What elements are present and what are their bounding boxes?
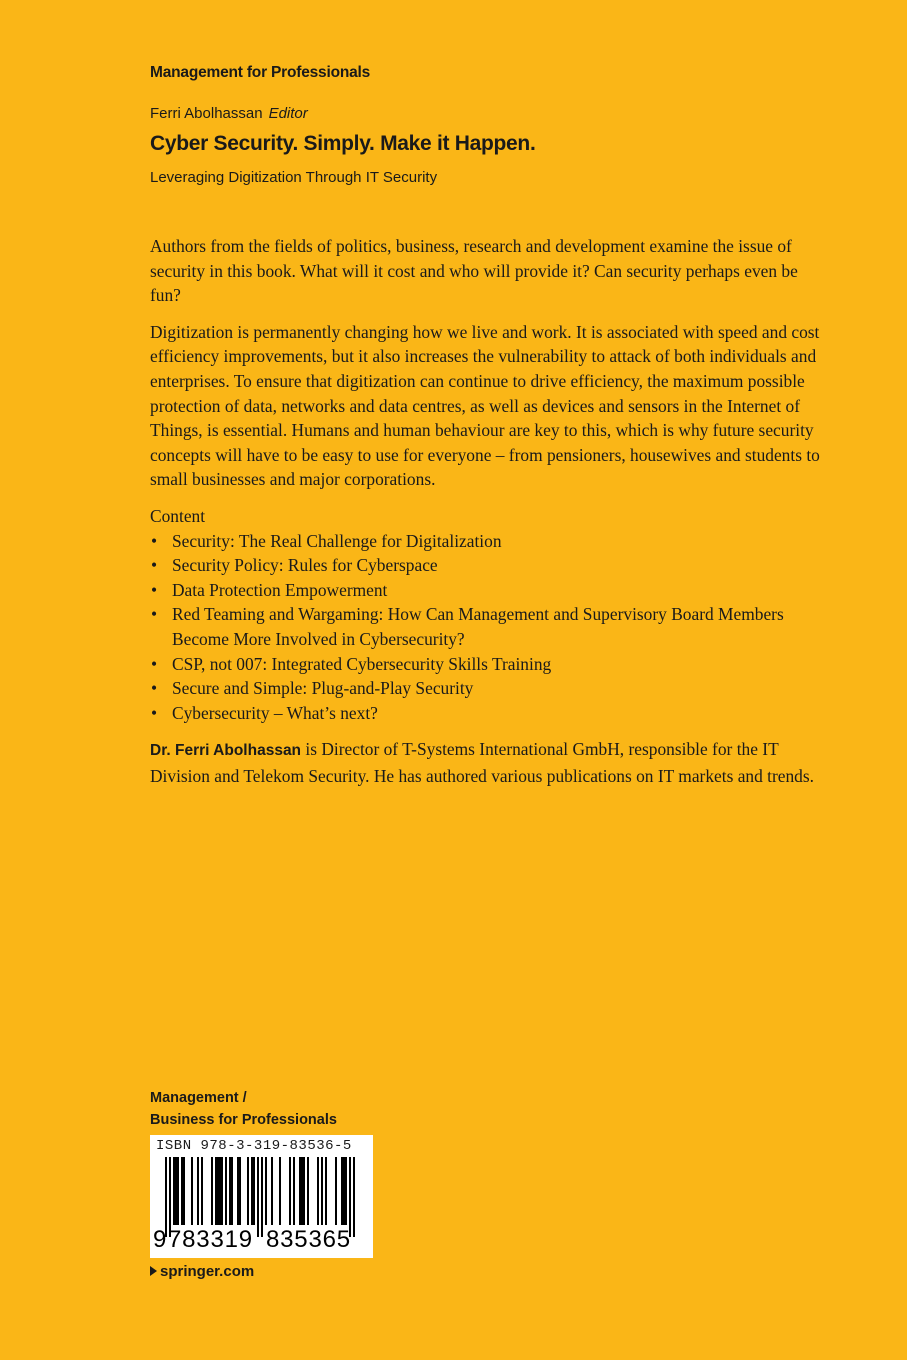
barcode-bar — [201, 1157, 203, 1225]
barcode-bar — [231, 1157, 233, 1225]
ean-digit-lead: 9 — [153, 1226, 168, 1253]
book-subtitle: Leveraging Digitization Through IT Security — [150, 169, 438, 186]
barcode-bar — [225, 1157, 227, 1225]
blurb-paragraph: Authors from the fields of politics, business, research and development examine the issue of security in this book. What will it cost and who will provide it? Can security perhaps even be fun? — [150, 236, 798, 306]
barcode-bar — [317, 1157, 319, 1225]
ean-digits-left: 783319 — [168, 1226, 253, 1253]
barcode-bar — [303, 1157, 305, 1225]
author-bio-name: Dr. Ferri Abolhassan — [150, 742, 302, 760]
barcode-bar — [247, 1157, 249, 1225]
blurb-paragraph: Digitization is permanently changing how we live and work. It is associated with speed and cost efficiency improvements, but it also increases the vulnerability to attack of both individuals and enterprises. To ensure that digitization can continue to drive efficiency, the maximum possible protection of data, networks and data centres, as well as devices and sensors in the Internet of Things, is essential. Humans and human behaviour are key to this, which is why future security concepts will have to be easy to use for everyone – from pensioners, housewives and students to small businesses and major corporations. — [150, 321, 820, 490]
content-heading: Content — [150, 505, 206, 526]
editor-line — [150, 105, 308, 122]
barcode-bar — [341, 1157, 343, 1225]
category-line: Business for Professionals — [150, 1112, 337, 1128]
barcode-bar — [293, 1157, 295, 1225]
author-bio — [150, 737, 820, 788]
barcode-bar — [265, 1157, 267, 1225]
barcode-bar — [257, 1157, 259, 1237]
barcode-bar — [345, 1157, 347, 1225]
barcode-bar — [261, 1157, 263, 1237]
content-item: • Security: The Real Challenge for Digitalization — [150, 529, 820, 554]
barcode-bar — [217, 1157, 219, 1225]
barcode-bar — [165, 1157, 167, 1237]
content-item: • Secure and Simple: Plug-and-Play Security — [150, 676, 820, 701]
barcode-bar — [271, 1157, 273, 1225]
author-bio-text: is Director of T-Systems International GmbH, responsible for the IT Division and Telekom Security. He has authored various publications on IT markets and trends. — [150, 739, 814, 786]
subject-category — [150, 1087, 337, 1131]
content-item: • Cybersecurity – What’s next? — [150, 701, 820, 726]
barcode-bar — [325, 1157, 327, 1225]
editor-role: Editor — [268, 105, 308, 122]
barcode-bar — [237, 1157, 239, 1225]
content-item: • Red Teaming and Wargaming: How Can Management and Supervisory Board Members Become More Involved in Cybersecurity? — [150, 602, 820, 651]
barcode-bar — [197, 1157, 199, 1225]
book-title: Cyber Security. Simply. Make it Happen. — [150, 132, 536, 155]
barcode-bar — [169, 1157, 171, 1237]
barcode-bar — [289, 1157, 291, 1225]
barcode-bar — [175, 1157, 177, 1225]
barcode-bar — [211, 1157, 213, 1225]
editor-name: Ferri Abolhassan — [150, 105, 263, 122]
ean-digits-right: 835365 — [266, 1226, 351, 1253]
category-line: Management / — [150, 1090, 247, 1106]
barcode-bar — [191, 1157, 193, 1225]
isbn-label: ISBN 978-3-319-83536-5 — [156, 1138, 352, 1154]
barcode-bar — [173, 1157, 175, 1225]
barcode-bar — [307, 1157, 309, 1225]
barcode-bar — [181, 1157, 183, 1225]
blurb — [150, 234, 820, 800]
arrow-right-icon — [150, 1266, 157, 1276]
series-name: Management for Professionals — [150, 64, 371, 81]
content-item: • CSP, not 007: Integrated Cybersecurity Skills Training — [150, 652, 820, 677]
website-label: springer.com — [160, 1263, 255, 1280]
publisher-website[interactable] — [150, 1263, 254, 1280]
barcode-bar — [335, 1157, 337, 1225]
content-item: • Security Policy: Rules for Cyberspace — [150, 553, 820, 578]
barcode-bar — [215, 1157, 217, 1225]
barcode-bar — [251, 1157, 253, 1225]
barcode-bar — [229, 1157, 231, 1225]
barcode-bar — [183, 1157, 185, 1225]
barcode-bar — [301, 1157, 303, 1225]
barcode-bar — [299, 1157, 301, 1225]
content-list — [150, 529, 820, 726]
barcode-bar — [239, 1157, 241, 1225]
barcode-bar — [221, 1157, 223, 1225]
barcode-bar — [253, 1157, 255, 1225]
barcode-bar — [321, 1157, 323, 1225]
barcode-bar — [349, 1157, 351, 1237]
barcode-bar — [177, 1157, 179, 1225]
content-item: • Data Protection Empowerment — [150, 578, 820, 603]
isbn-barcode — [150, 1135, 373, 1258]
barcode-bar — [279, 1157, 281, 1225]
barcode-bar — [353, 1157, 355, 1237]
barcode-bar — [219, 1157, 221, 1225]
barcode-bar — [343, 1157, 345, 1225]
